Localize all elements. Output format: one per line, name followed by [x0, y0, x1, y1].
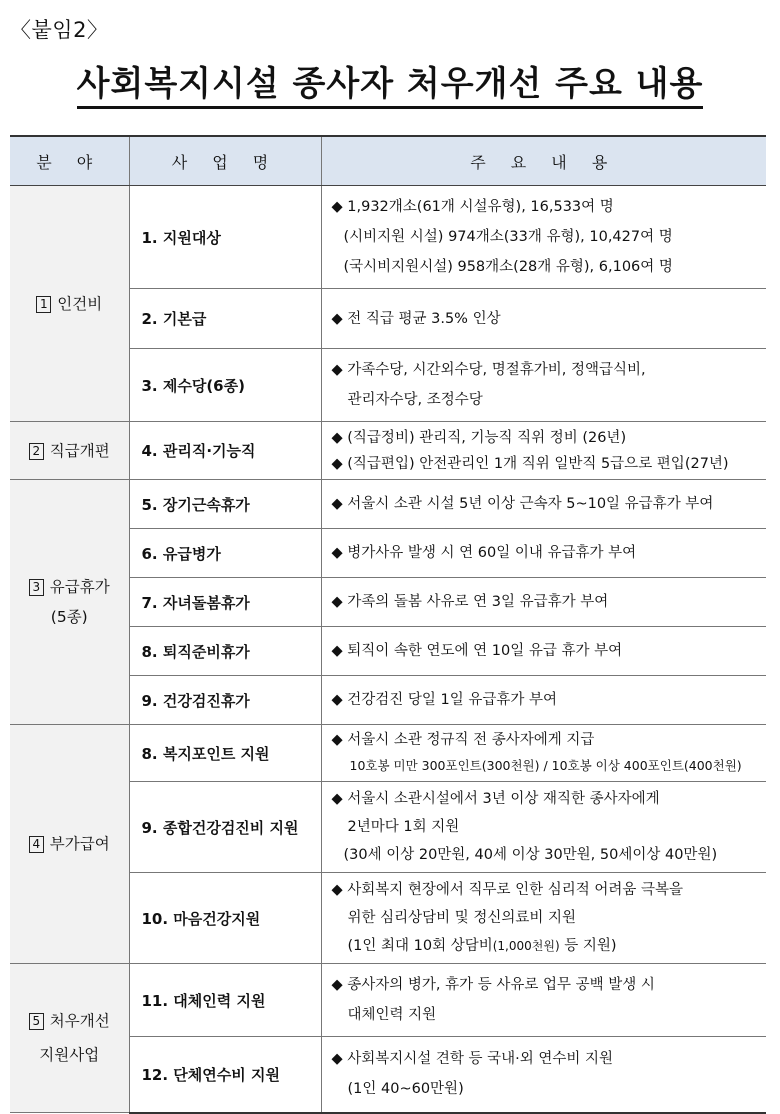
- attachment-label: 〈붙임2〉: [10, 18, 109, 42]
- business-name: 11. 대체인력 지원: [129, 964, 321, 1037]
- business-name: 10. 마음건강지원: [129, 873, 321, 964]
- content-cell: [321, 349, 766, 422]
- content-cell: [321, 1037, 766, 1113]
- content-cell: [321, 964, 766, 1037]
- table-row: [10, 422, 766, 480]
- content-cell: [321, 627, 766, 676]
- category-cell: [10, 725, 129, 964]
- category-label: 유급휴가: [49, 578, 110, 596]
- content-line: ◆ 서울시 소관 시설 5년 이상 근속자 5~10일 유급휴가 부여: [331, 496, 714, 512]
- category-cell: [10, 480, 129, 725]
- content-line: [332, 932, 765, 960]
- content-fragment: (1,000천원): [492, 939, 560, 953]
- business-name: 8. 복지포인트 지원: [129, 725, 321, 782]
- content-line: (국시비지원시설) 958개소(28개 유형), 6,106여 명: [343, 259, 673, 275]
- content-fragment: 등 지원): [559, 938, 617, 954]
- category-number: 4: [29, 836, 44, 853]
- category-cell: [10, 964, 129, 1113]
- table-row: [10, 480, 766, 529]
- content-line: ◆ (직급정비) 관리직, 기능직 직위 정비 (26년): [331, 429, 627, 446]
- business-name: 9. 건강검진휴가: [129, 676, 321, 725]
- content-line: ◆ (직급편입) 안전관리인 1개 직위 일반직 5급으로 편입(27년): [331, 455, 729, 472]
- table-row: [10, 964, 766, 1037]
- content-line: ◆ 가족의 돌봄 사유로 연 3일 유급휴가 부여: [331, 594, 609, 610]
- category-number: 1: [36, 296, 51, 313]
- business-name: 8. 퇴직준비휴가: [129, 627, 321, 676]
- content-cell: [321, 578, 766, 627]
- content-fragment: (1인 최대 10회 상담비: [347, 938, 493, 954]
- category-number: 5: [29, 1013, 44, 1030]
- business-name: 9. 종합건강검진비 지원: [129, 782, 321, 873]
- content-line: (1인 40~60만원): [347, 1081, 464, 1098]
- category-sublabel: (5종): [50, 608, 88, 626]
- category-cell: [10, 186, 129, 422]
- content-line: (30세 이상 20만원, 40세 이상 30만원, 50세이상 40만원): [343, 847, 718, 863]
- category-sublabel: 지원사업: [39, 1046, 100, 1064]
- content-line: ◆ 퇴직이 속한 연도에 연 10일 유급 휴가 부여: [331, 643, 623, 659]
- content-line: 관리자수당, 조정수당: [347, 392, 483, 408]
- category-label: 부가급여: [49, 835, 110, 853]
- business-name: 4. 관리직·기능직: [129, 422, 321, 480]
- content-line: ◆ 병가사유 발생 시 연 60일 이내 유급휴가 부여: [331, 545, 637, 561]
- content-line: ◆ 서울시 소관시설에서 3년 이상 재직한 종사자에게: [331, 791, 660, 807]
- content-cell: [321, 725, 766, 782]
- content-line: ◆ 서울시 소관 정규직 전 종사자에게 지급: [331, 732, 595, 748]
- benefits-table: [10, 135, 766, 1114]
- category-number: 3: [29, 579, 44, 596]
- category-label: 인건비: [57, 294, 103, 313]
- header-content: 주 요 내 용: [321, 136, 766, 186]
- category-cell: [10, 422, 129, 480]
- category-label: 직급개편: [49, 441, 110, 460]
- content-line: ◆ 전 직급 평균 3.5% 인상: [331, 310, 501, 327]
- category-number: 2: [29, 443, 44, 460]
- content-line: 대체인력 지원: [347, 1007, 437, 1023]
- content-cell: [321, 873, 766, 964]
- content-cell: [321, 782, 766, 873]
- content-line: ◆ 사회복지시설 견학 등 국내·외 연수비 지원: [331, 1051, 614, 1068]
- content-line: ◆ 가족수당, 시간외수당, 명절휴가비, 정액급식비,: [331, 362, 646, 378]
- content-line: ◆ 사회복지 현장에서 직무로 인한 심리적 어려움 극복을: [331, 882, 684, 898]
- content-cell: [321, 422, 766, 480]
- table-header-row: [10, 136, 766, 186]
- content-line: 10호봉 미만 300포인트(300천원) / 10호봉 이상 400포인트(400천원): [349, 758, 742, 773]
- business-name: 6. 유급병가: [129, 529, 321, 578]
- content-cell: [321, 186, 766, 289]
- content-cell: [321, 676, 766, 725]
- business-name: 3. 제수당(6종): [129, 349, 321, 422]
- content-cell: [321, 289, 766, 349]
- table-row: [10, 186, 766, 289]
- business-name: 1. 지원대상: [129, 186, 321, 289]
- header-business: 사 업 명: [129, 136, 321, 186]
- content-line: (시비지원 시설) 974개소(33개 유형), 10,427여 명: [343, 229, 673, 245]
- content-cell: [321, 529, 766, 578]
- content-line: 2년마다 1회 지원: [347, 819, 460, 835]
- business-name: 5. 장기근속휴가: [129, 480, 321, 529]
- business-name: 2. 기본급: [129, 289, 321, 349]
- category-label: 처우개선: [49, 1012, 110, 1030]
- content-line: ◆ 건강검진 당일 1일 유급휴가 부여: [331, 692, 558, 708]
- content-line: ◆ 종사자의 병가, 휴가 등 사유로 업무 공백 발생 시: [331, 977, 655, 993]
- content-cell: [321, 480, 766, 529]
- table-row: [10, 725, 766, 782]
- content-line: 위한 심리상담비 및 정신의료비 지원: [347, 910, 577, 926]
- header-category: 분 야: [10, 136, 129, 186]
- content-line: ◆ 1,932개소(61개 시설유형), 16,533여 명: [331, 199, 614, 215]
- document-title: 사회복지시설 종사자 처우개선 주요 내용: [77, 64, 704, 109]
- business-name: 7. 자녀돌봄휴가: [129, 578, 321, 627]
- business-name: 12. 단체연수비 지원: [129, 1037, 321, 1113]
